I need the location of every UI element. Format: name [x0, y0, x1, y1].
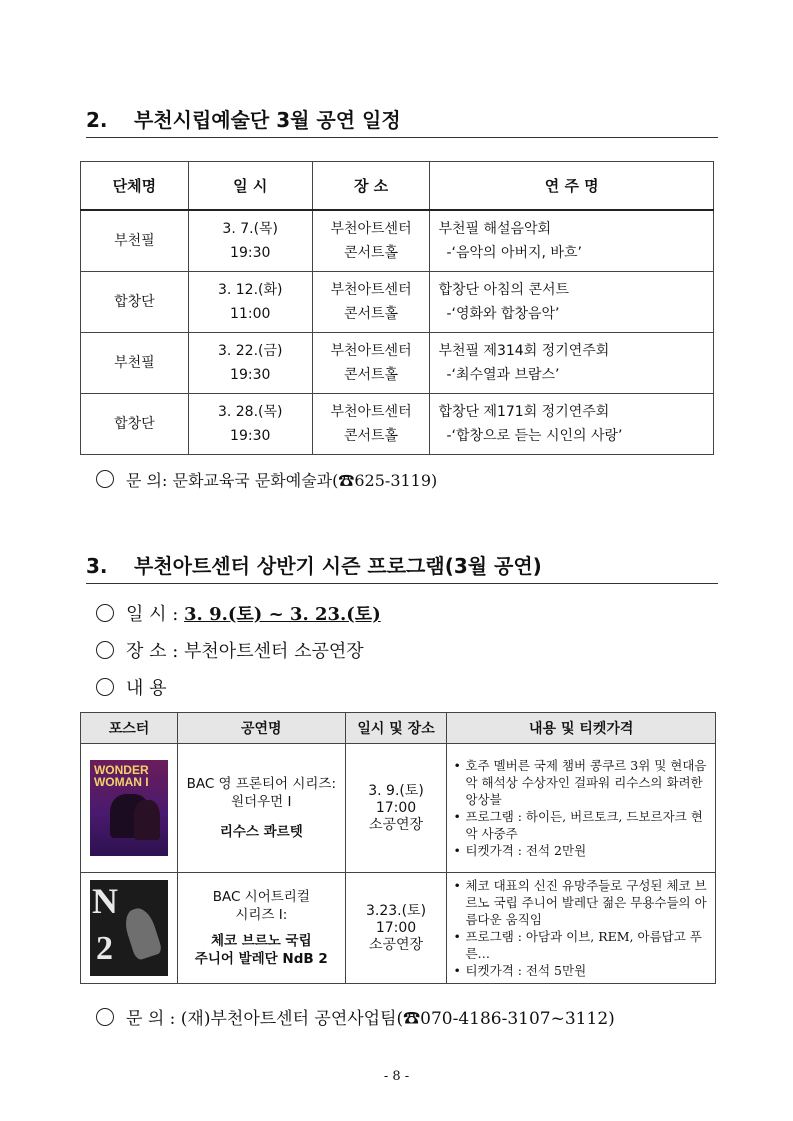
time-text: 19:30 — [230, 428, 271, 444]
poster-image-wonder-woman — [90, 760, 168, 856]
schedule-row — [81, 333, 714, 394]
header-venue: 장 소 — [312, 162, 430, 211]
group-name: 합창단 — [114, 416, 155, 432]
poster-letter-text: N — [91, 881, 118, 921]
header-datetime: 일 시 — [188, 162, 312, 211]
section2-number: 2. — [86, 108, 108, 132]
show-name-performer: 체코 브르노 국립 — [210, 933, 312, 949]
group-name: 부천필 — [114, 233, 155, 249]
show-venue: 소공연장 — [368, 936, 424, 953]
show-time: 17:00 — [375, 919, 417, 936]
section3-date-line — [96, 600, 381, 626]
section3-date-value: 3. 9.(토) ~ 3. 23.(토) — [184, 604, 381, 625]
poster-cell — [81, 744, 178, 873]
program-row — [81, 873, 716, 984]
hall-text: 콘서트홀 — [343, 367, 399, 383]
header-group: 단체명 — [81, 162, 189, 211]
circle-bullet-icon — [96, 604, 114, 622]
show-name-cell — [177, 873, 345, 984]
section3-venue-label: 장 소 : — [126, 641, 179, 662]
program-cell — [430, 210, 714, 272]
info-cell — [447, 744, 716, 873]
section2-inquiry — [96, 468, 437, 491]
poster-dancer-shape — [121, 905, 163, 961]
section3-content-line — [96, 674, 167, 700]
section2-inquiry-value: 문화교육국 문화예술과(☎625-3119) — [172, 471, 438, 490]
venue-cell — [312, 333, 430, 394]
venue-text: 부천아트센터 — [330, 404, 412, 420]
schedule-row — [81, 272, 714, 333]
program-title: 부천필 제314회 정기연주회 — [438, 343, 610, 359]
venue-cell — [312, 210, 430, 272]
section3-content-label: 내 용 — [126, 678, 167, 699]
hall-text: 콘서트홀 — [343, 245, 399, 261]
group-cell — [81, 210, 189, 272]
program-cell — [430, 333, 714, 394]
schedule-header-row — [81, 162, 714, 211]
date-text: 3. 7.(목) — [222, 221, 279, 237]
show-time: 17:00 — [375, 799, 417, 816]
info-cell — [447, 873, 716, 984]
poster-image-ndb2 — [90, 880, 168, 976]
section3-number: 3. — [86, 554, 108, 578]
venue-text: 부천아트센터 — [330, 221, 412, 237]
group-name: 부천필 — [114, 355, 155, 371]
date-text: 3. 28.(목) — [217, 404, 283, 420]
program-cell — [430, 394, 714, 455]
page-number: - 8 - — [383, 1069, 410, 1084]
program-subtitle: -‘영화와 합창음악’ — [446, 306, 560, 322]
section3-title: 부천아트센터 상반기 시즌 프로그램(3월 공연) — [134, 554, 542, 578]
program-subtitle: -‘음악의 아버지, 바흐’ — [446, 245, 582, 261]
section2-heading — [86, 104, 718, 138]
section3-date-label: 일 시 : — [126, 604, 179, 625]
schedule-table — [80, 161, 714, 455]
venue-text: 부천아트센터 — [330, 282, 412, 298]
program-row — [81, 744, 716, 873]
program-title: 부천필 해설음악회 — [438, 221, 552, 237]
section2-title: 부천시립예술단 3월 공연 일정 — [134, 108, 401, 132]
datetime-cell — [188, 210, 312, 272]
section3-venue-line — [96, 637, 364, 663]
date-venue-cell — [345, 873, 447, 984]
program-header-row — [81, 713, 716, 744]
time-text: 19:30 — [230, 245, 271, 261]
show-venue: 소공연장 — [368, 816, 424, 833]
date-text: 3. 12.(화) — [217, 282, 283, 298]
venue-text: 부천아트센터 — [330, 343, 412, 359]
datetime-cell — [188, 333, 312, 394]
info-item: • 호주 멜버른 국제 챔버 콩쿠르 3위 및 현대음악 해석상 수상자인 걸파워 리수스의 화려한 앙상블 — [451, 757, 709, 808]
info-item: • 티켓가격 : 전석 5만원 — [451, 962, 709, 979]
circle-bullet-icon — [96, 678, 114, 696]
section3-inquiry — [96, 1004, 615, 1029]
circle-bullet-icon — [96, 641, 114, 659]
section3-heading — [86, 550, 718, 584]
poster-cell — [81, 873, 178, 984]
poster-letter-text: 2 — [95, 930, 113, 967]
show-name-line: BAC 영 프론티어 시리즈: — [186, 776, 336, 792]
program-cell — [430, 272, 714, 333]
poster-figure-shape — [134, 800, 160, 840]
hall-text: 콘서트홀 — [343, 306, 399, 322]
show-name-cell — [177, 744, 345, 873]
datetime-cell — [188, 272, 312, 333]
header-date-venue: 일시 및 장소 — [345, 713, 447, 744]
program-subtitle: -‘합창으로 듣는 시인의 사랑’ — [446, 428, 623, 444]
program-title: 합창단 제171회 정기연주회 — [438, 404, 610, 420]
header-content-price: 내용 및 티켓가격 — [447, 713, 716, 744]
program-table — [80, 712, 716, 984]
info-item: • 티켓가격 : 전석 2만원 — [451, 842, 709, 859]
poster-title-text: WONDER WOMAN I — [93, 763, 149, 789]
show-name-line: BAC 시어트리컬 — [212, 889, 310, 905]
venue-cell — [312, 272, 430, 333]
info-item: • 체코 대표의 신진 유망주들로 구성된 체코 브르노 국립 주니어 발레단 젊은 무용수들의 아름다운 움직임 — [451, 877, 709, 928]
group-cell — [81, 394, 189, 455]
show-name-line: 원더우먼 I — [231, 794, 292, 810]
datetime-cell — [188, 394, 312, 455]
group-cell — [81, 333, 189, 394]
section2-inquiry-label: 문 의: — [126, 471, 168, 490]
header-show-name: 공연명 — [177, 713, 345, 744]
header-poster: 포스터 — [81, 713, 178, 744]
date-venue-cell — [345, 744, 447, 873]
section3-inquiry-label: 문 의 : — [126, 1009, 176, 1029]
date-text: 3. 22.(금) — [217, 343, 283, 359]
hall-text: 콘서트홀 — [343, 428, 399, 444]
schedule-row — [81, 394, 714, 455]
circle-bullet-icon — [96, 1008, 114, 1026]
group-name: 합창단 — [114, 294, 155, 310]
section3-inquiry-value: (재)부천아트센터 공연사업팀(☎070-4186-3107~3112) — [180, 1009, 615, 1029]
program-subtitle: -‘최수열과 브람스’ — [446, 367, 560, 383]
info-item: • 프로그램 : 아담과 이브, REM, 아름답고 푸른… — [451, 928, 709, 962]
header-program: 연 주 명 — [430, 162, 714, 211]
show-name-performer: 리수스 콰르텟 — [219, 824, 303, 840]
show-name-performer: 주니어 발레단 NdB 2 — [194, 951, 328, 967]
circle-bullet-icon — [96, 470, 114, 488]
program-title: 합창단 아침의 콘서트 — [438, 282, 570, 298]
show-date: 3. 9.(토) — [368, 782, 424, 799]
time-text: 19:30 — [230, 367, 271, 383]
venue-cell — [312, 394, 430, 455]
show-name-line: 시리즈 Ⅰ: — [235, 907, 288, 923]
time-text: 11:00 — [230, 306, 271, 322]
info-item: • 프로그램 : 하이든, 버르토크, 드보르자크 현악 사중주 — [451, 808, 709, 842]
show-date: 3.23.(토) — [366, 902, 427, 919]
group-cell — [81, 272, 189, 333]
section3-venue-value: 부천아트센터 소공연장 — [184, 641, 364, 662]
schedule-row — [81, 210, 714, 272]
